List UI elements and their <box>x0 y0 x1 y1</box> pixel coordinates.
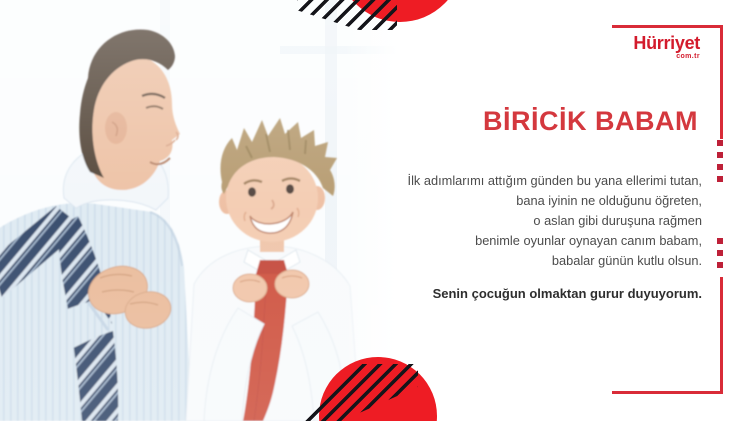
frame-dots-lower <box>717 238 723 268</box>
message-line: babalar günün kutlu olsun. <box>551 253 702 268</box>
frame-dot <box>717 250 723 256</box>
message-line: benimle oyunlar oynayan canım babam, <box>475 233 702 248</box>
frame-dot <box>717 238 723 244</box>
frame-dot <box>717 152 723 158</box>
message-line: İlk adımlarımı attığım günden bu yana ellerimi tutan, <box>407 173 702 188</box>
message-line: o aslan gibi duruşuna rağmen <box>533 213 702 228</box>
frame-dot <box>717 262 723 268</box>
frame-dot <box>717 140 723 146</box>
message-line: bana iyinin ne olduğunu öğreten, <box>516 193 702 208</box>
card-message <box>362 171 702 304</box>
card-closing-line: Senin çocuğun olmaktan gurur duyuyorum. <box>432 286 702 301</box>
frame-dot <box>717 176 723 182</box>
hurriyet-logo <box>633 34 700 60</box>
frame-dots-upper <box>717 140 723 182</box>
hurriyet-logo-domain: com.tr <box>676 53 700 60</box>
frame-dot <box>717 164 723 170</box>
hurriyet-logo-wordmark: Hürriyet <box>633 33 700 53</box>
card-title: BİRİCİK BABAM <box>483 106 698 136</box>
